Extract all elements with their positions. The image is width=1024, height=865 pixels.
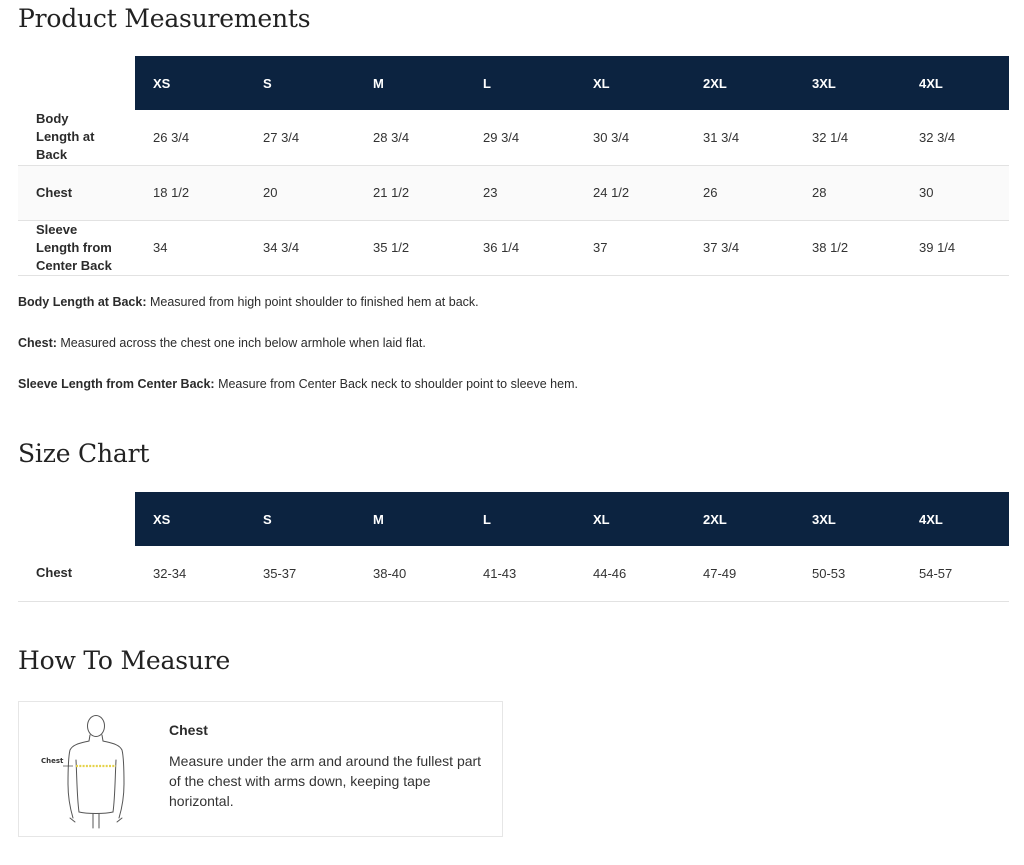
table-cell: 38-40 (373, 565, 407, 581)
table-cell: 34 (153, 240, 168, 255)
table-cell: 30 3/4 (593, 129, 630, 145)
table-cell: 35-37 (263, 565, 297, 581)
table-cell: 28 (812, 185, 827, 200)
table-cell: 47-49 (703, 565, 737, 581)
note-term: Body Length at Back: (18, 295, 147, 309)
size-header-cell: 2XL (685, 56, 794, 110)
table-cell: 23 (483, 185, 498, 200)
row-label: Sleeve Length from Center Back (36, 221, 112, 273)
table-cell: 27 3/4 (263, 129, 300, 145)
product-measurements-title: Product Measurements (18, 4, 311, 33)
table-cell: 41-43 (483, 565, 517, 581)
table-cell: 26 (703, 185, 718, 200)
table-cell: 32 1/4 (812, 129, 849, 145)
figure-label: Chest (41, 757, 64, 765)
table-cell: 24 1/2 (593, 185, 630, 200)
table-cell: 18 1/2 (153, 185, 190, 200)
header-corner-cell (18, 492, 135, 546)
note-text: Measure from Center Back neck to shoulder point to sleeve hem. (214, 377, 578, 391)
size-chart-title: Size Chart (18, 439, 150, 468)
size-header-cell: 3XL (794, 56, 901, 110)
measurement-note (18, 295, 998, 310)
how-to-measure-title: How To Measure (18, 646, 231, 675)
header-corner-cell (18, 56, 135, 110)
size-header-cell: M (355, 492, 465, 546)
table-cell: 26 3/4 (153, 129, 190, 145)
size-header-cell: S (245, 492, 355, 546)
size-header-cell: S (245, 56, 355, 110)
table-cell: 35 1/2 (373, 240, 410, 255)
table-cell: 32-34 (153, 565, 187, 581)
row-label: Chest (36, 565, 73, 581)
size-header-cell: XL (575, 492, 685, 546)
size-header-cell: 4XL (901, 56, 1009, 110)
table-cell: 28 3/4 (373, 129, 410, 145)
table-cell: 37 3/4 (703, 240, 740, 255)
table-cell: 29 3/4 (483, 129, 520, 145)
how-to-measure-card (18, 701, 503, 837)
person-outline-icon (37, 710, 147, 830)
size-header-cell: XS (135, 492, 245, 546)
note-term: Chest: (18, 336, 57, 350)
table-cell: 39 1/4 (919, 240, 956, 255)
size-header-cell: XS (135, 56, 245, 110)
size-header-cell: 2XL (685, 492, 794, 546)
note-text: Measured across the chest one inch below armhole when laid flat. (56, 336, 426, 350)
table-cell: 44-46 (593, 565, 627, 581)
size-header-cell: L (465, 56, 575, 110)
table-cell: 30 (919, 185, 934, 200)
size-header-cell: M (355, 56, 465, 110)
size-chart-table (18, 492, 1009, 602)
measure-heading: Chest (169, 722, 208, 738)
size-header-cell: 4XL (901, 492, 1009, 546)
size-header-cell: XL (575, 56, 685, 110)
size-header-cell: 3XL (794, 492, 901, 546)
measurement-note (18, 377, 998, 392)
note-term: Sleeve Length from Center Back: (18, 377, 215, 391)
table-header-row (18, 56, 1009, 110)
measurement-notes (18, 295, 998, 418)
note-text: Measured from high point shoulder to finished hem at back. (146, 295, 479, 309)
table-row (18, 110, 1009, 165)
table-cell: 37 (593, 240, 608, 255)
table-cell: 20 (263, 185, 278, 200)
table-row (18, 546, 1009, 601)
table-cell: 54-57 (919, 565, 953, 581)
row-label: Body Length at Back (36, 111, 95, 163)
size-header-cell: L (465, 492, 575, 546)
table-cell: 31 3/4 (703, 129, 740, 145)
table-cell: 36 1/4 (483, 240, 520, 255)
table-header-row (18, 492, 1009, 546)
table-cell: 50-53 (812, 565, 846, 581)
table-cell: 34 3/4 (263, 240, 300, 255)
product-measurements-table (18, 56, 1009, 276)
table-cell: 32 3/4 (919, 129, 956, 145)
table-row (18, 220, 1009, 275)
measure-description: Measure under the arm and around the fullest part of the chest with arms down, keeping tape horizontal. (169, 753, 482, 809)
table-cell: 38 1/2 (812, 240, 849, 255)
table-cell: 21 1/2 (373, 185, 410, 200)
table-row (18, 165, 1009, 220)
row-label: Chest (36, 184, 73, 200)
measurement-note (18, 336, 998, 351)
